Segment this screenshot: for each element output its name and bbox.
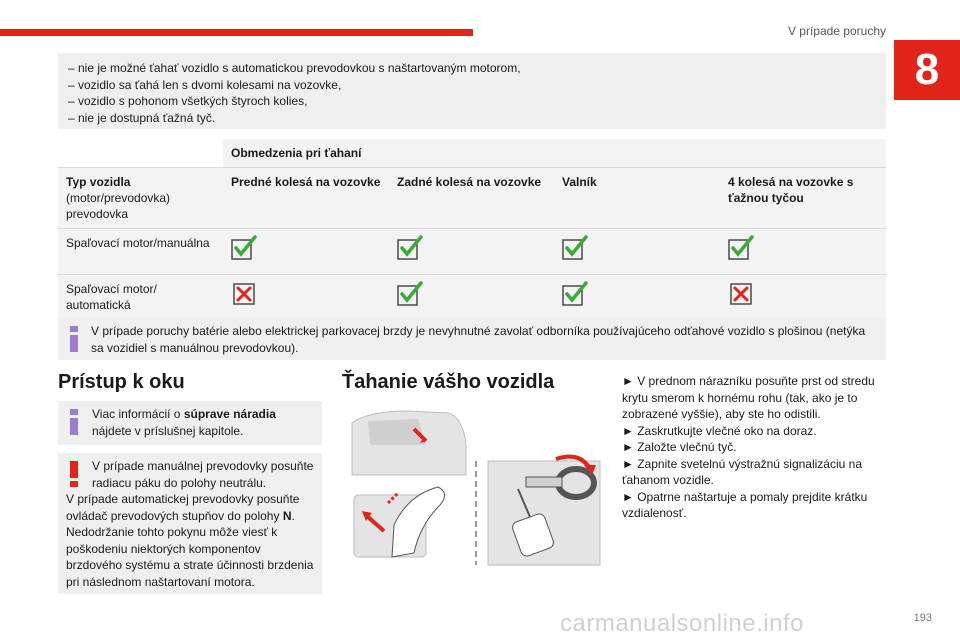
vehicle-type-sub: (motor/prevodovka): [66, 191, 171, 205]
battery-info-note: [58, 318, 886, 360]
section-title-access: Prístup k oku: [58, 371, 185, 393]
forbidden-cross-icon: [231, 281, 257, 307]
towing-step: ► Založte vlečnú tyč.: [622, 440, 737, 454]
column-header: Valník: [554, 168, 720, 229]
restriction-item: – vozidlo s pohonom všetkých štyroch kolies,: [68, 94, 308, 108]
info-icon: [70, 326, 78, 352]
table-row-header: [58, 168, 223, 229]
allowed-check-icon: [728, 235, 754, 261]
row-label: Spaľovací motor/ automatická: [58, 275, 223, 321]
restrictions-box: [58, 53, 886, 129]
vehicle-type-sub: prevodovka: [66, 207, 129, 221]
toolkit-link-text: súprave náradia: [183, 407, 276, 421]
warning-text: Nedodržanie tohto pokynu môže viesť k poškodeniu niektorých komponentov brzdového systému a strate účinnosti brzdenia pri následnom naštartovaní motora.: [66, 525, 314, 589]
towing-restrictions-table: [58, 139, 886, 321]
allowed-check-icon: [397, 235, 423, 261]
forbidden-cross-icon: [728, 281, 754, 307]
running-head: V prípade poruchy: [787, 24, 886, 38]
allowed-check-icon: [397, 281, 423, 307]
toolkit-info-box: Viac informácií o súprave náradia nájdete v príslušnej kapitole.: [58, 401, 322, 445]
allowed-check-icon: [231, 235, 257, 261]
restriction-item: – vozidlo sa ťahá len s dvomi kolesami na vozovke,: [68, 77, 342, 92]
top-accent-bar: [0, 29, 473, 36]
allowed-check-icon: [562, 235, 588, 261]
vehicle-type-label: Typ vozidla: [66, 175, 131, 189]
info-note-text: V prípade poruchy batérie alebo elektrickej parkovacej brzdy je nevyhnutné zavolať odborníka používajúceho odťahové vozidlo s plošinou (netýka sa vozidiel s manuálnou prevodovkou).: [91, 324, 866, 355]
section-title-towing: Ťahanie vášho vozidla: [342, 371, 555, 393]
towing-step: ► Zapnite svetelnú výstražnú signalizáciu na ťahanom vozidle.: [622, 456, 862, 487]
warning-icon: [70, 461, 78, 487]
warning-text: V prípade automatickej prevodovky posuňte ovládač prevodových stupňov do polohy N.: [66, 492, 300, 523]
restriction-item: – nie je možné ťahať vozidlo s automatickou prevodovkou s naštartovaným motorom,: [68, 61, 521, 75]
table-row: [58, 229, 886, 275]
table-row: [58, 275, 886, 321]
column-header: Zadné kolesá na vozovke: [389, 168, 554, 229]
info-icon: [70, 409, 78, 435]
row-label: Spaľovací motor/manuálna: [58, 229, 223, 275]
chapter-badge: 8: [894, 40, 960, 100]
towing-step: ► Zaskrutkujte vlečné oko na doraz.: [622, 423, 817, 438]
page-number: 193: [913, 612, 932, 624]
gearbox-warning-box: [58, 453, 322, 594]
towing-step: ► Opatrne naštartuje a pomaly prejdite krátku vzdialenosť.: [622, 489, 868, 520]
watermark: carmanualsonline.info: [560, 610, 804, 637]
allowed-check-icon: [562, 281, 588, 307]
towing-step: ► V prednom nárazníku posuňte prst od stredu krytu smerom k hornému rohu (tak, ako je to zobrazené vyššie), aby ste ho odistili.: [622, 374, 875, 421]
warning-text: V prípade manuálnej prevodovky posuňte radiacu páku do polohy neutrálu.: [92, 459, 314, 490]
column-header: Predné kolesá na vozovke: [223, 168, 389, 229]
restriction-item: – nie je dostupná ťažná tyč.: [68, 110, 216, 125]
table-group-header: Obmedzenia pri ťahaní: [223, 139, 886, 168]
towing-steps: [622, 373, 886, 522]
column-header: 4 kolesá na vozovke s ťažnou tyčou: [720, 168, 886, 229]
towing-eye-illustration: [348, 405, 604, 570]
